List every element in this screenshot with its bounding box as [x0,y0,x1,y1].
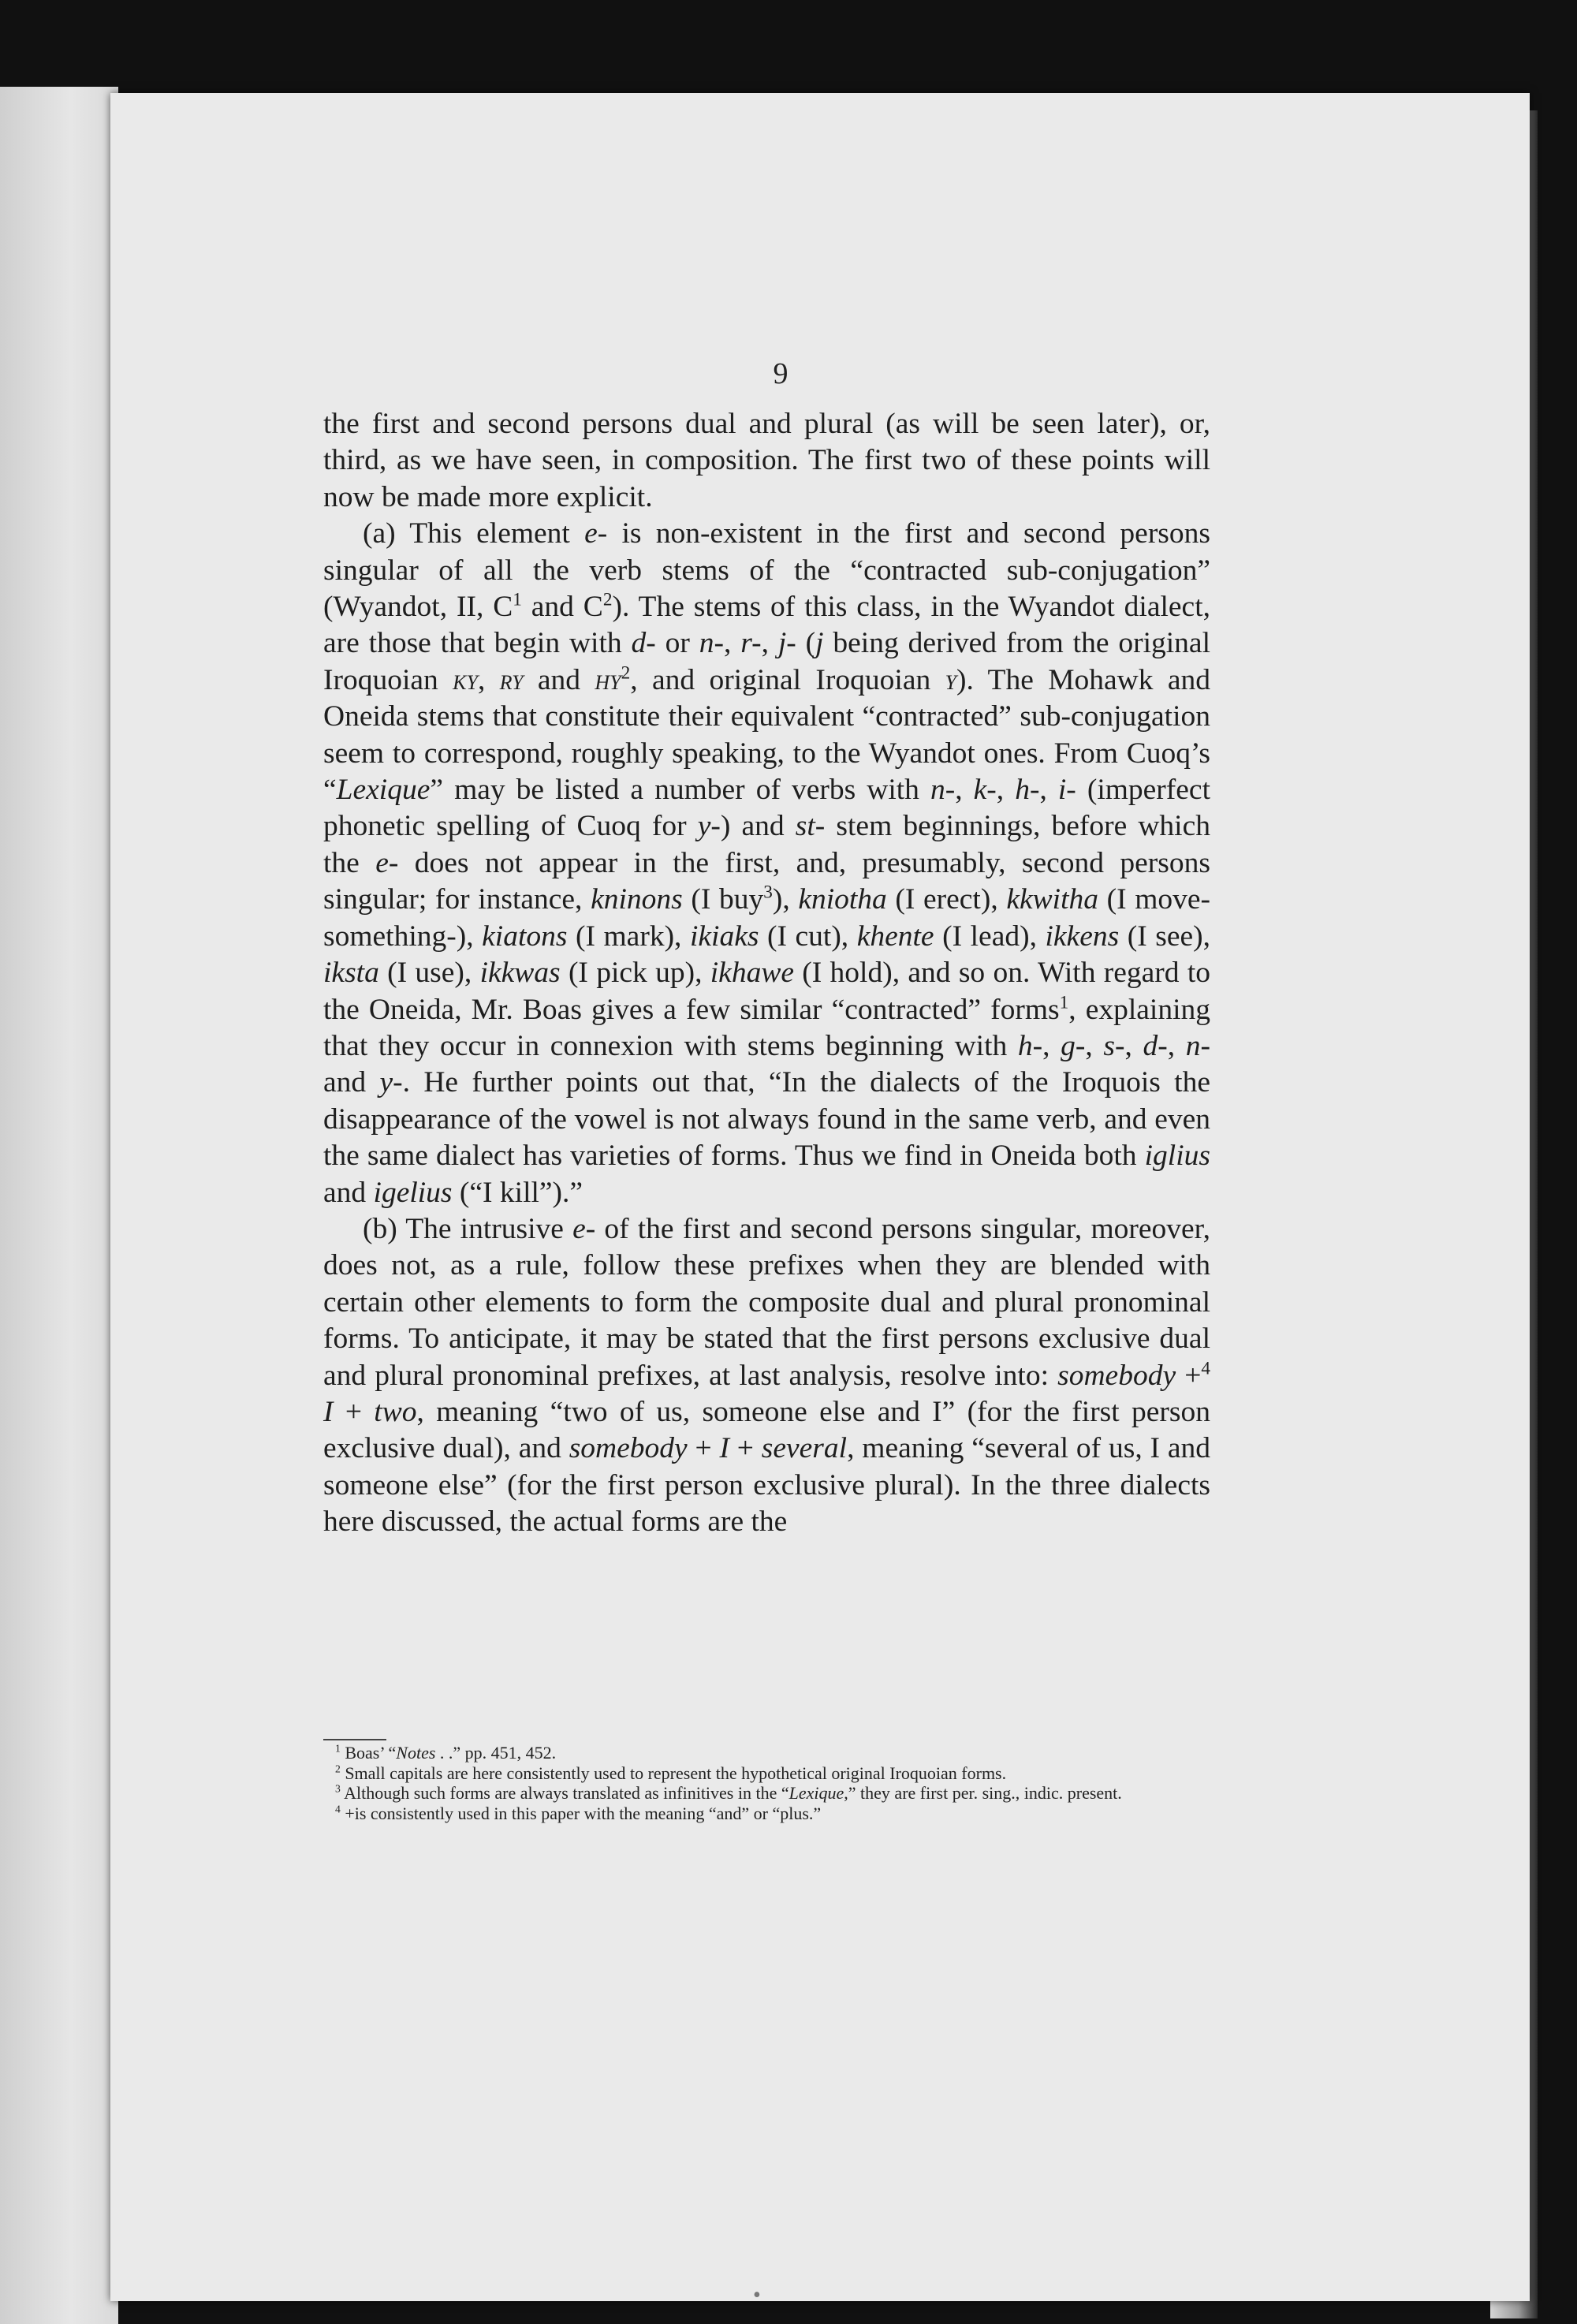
adjacent-page-edge [0,87,118,2324]
scan-artifact-dot: • [753,2283,761,2307]
footnote-4: $^4$ +is consistently used in this paper with the meaning “and” or “plus.” [335,1803,822,1823]
footnote-2: $^2$ Small capitals are here consistently used to represent the hypothetical original Iroquoian forms. [335,1763,1007,1783]
footnote-3: $^3$ Although such forms are always translated as infinitives in the “Lexique,” they are first per. sing., indic. present. [335,1782,1122,1803]
page-number: 9 [773,357,788,390]
paragraph-a: (a) This element e- is non-existent in the first and second persons singular of all the verb stems of the “contracted sub-conjugation” (Wyandot, II, $C^1$ and $C^2$). The stems of this class, in the Wyandot dialect, are those that begin with d- or n-, r-, j- (j being derived from the original Iroquoian ky, ry and $hy^2$, and original Iroquoian y). The Mohawk and Oneida stems that constitute their equivalent “contracted” sub-conjugation seem to correspond, roughly speaking, to the Wyandot ones. From Cuoq’s “Lexique” may be listed a number of verbs with n-, k-, h-, i- (imperfect phonetic spelling of Cuoq for y-) and st- stem beginnings, before which the e- does not appear in the first, and, presumably, second persons singular; for instance, kninons (I buy$^3$), kniotha (I erect), kkwitha (I move-something-), kiatons (I mark), ikiaks (I cut), khente (I lead), ikkens (I see), iksta (I use), ikkwas (I pick up), ikhawe (I hold), and so on. With regard to the Oneida, Mr. Boas gives a few similar “contracted” forms$^1$, explaining that they occur in connexion with stems beginning with h-, g-, s-, d-, n- and y-. He further points out that, “In the dialects of the Iroquois the disappearance of the vowel is not always found in the same verb, and even the same dialect has varieties of forms. Thus we find in Oneida both iglius and igelius (“I kill”).” [323,517,1211,1209]
footnote-divider [323,1739,386,1740]
footnote-1: $^1$ Boas’ “Notes . .” pp. 451, 452. [335,1742,557,1763]
paragraph-b: (b) The intrusive e- of the first and second persons singular, moreover, does not, as a rule, follow these prefixes when they are blended with certain other elements to form the composite dual and plural pronominal forms. To anticipate, it may be stated that the first persons exclusive dual and plural pronominal prefixes, at last analysis, resolve into: somebody +$^4$ I + two, meaning “two of us, someone else and I” (for the first person exclusive dual), and somebody + I + several, meaning “several of us, I and someone else” (for the first person exclusive plural). In the three dialects here discussed, the actual forms are the [323,1212,1210,1539]
paragraph-1: the first and second persons dual and plural (as will be seen later), or, third, as we have seen, in composition. The first two of these points will now be made more explicit. [323,408,1210,513]
footnotes [311,1743,1210,1823]
body-text [323,406,1210,1541]
